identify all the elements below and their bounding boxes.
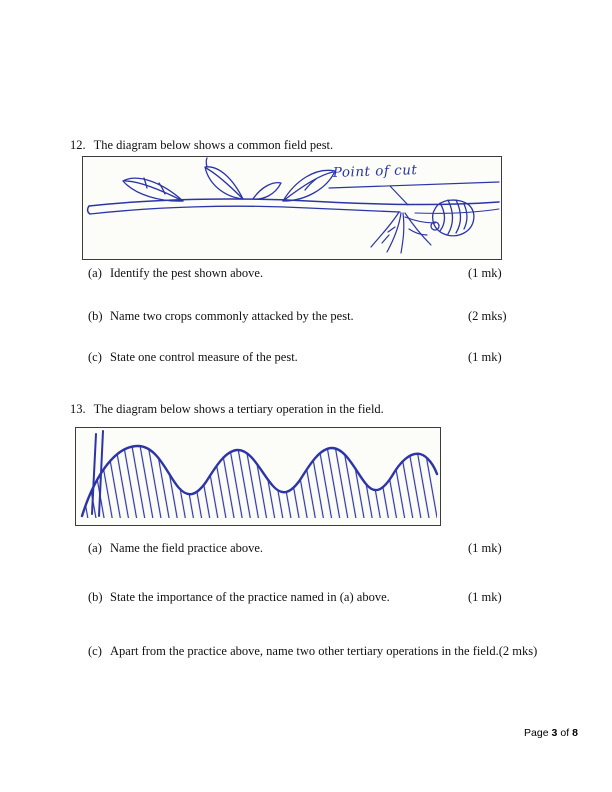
stem — [88, 199, 499, 214]
part-marks: (1 mk) — [468, 266, 502, 280]
question-13-part-a — [88, 541, 568, 556]
part-label: (b) — [88, 590, 103, 604]
part-text: State one control measure of the pest. — [110, 350, 298, 364]
point-of-cut-arrow — [329, 182, 499, 205]
part-text: Name two crops commonly attacked by the pest. — [110, 309, 354, 323]
part-marks: (2 mks) — [468, 309, 507, 323]
point-of-cut-label: Point of cut — [332, 162, 418, 181]
part-label: (a) — [88, 266, 102, 280]
cutworm — [431, 200, 474, 236]
part-label: (c) — [88, 644, 102, 658]
part-marks: (1 mk) — [468, 541, 502, 555]
part-text: Apart from the practice above, name two other tertiary operations in the field. — [110, 644, 499, 658]
part-marks: (2 mks) — [498, 644, 538, 658]
question-13-part-c — [88, 644, 568, 659]
question-13-number: 13. — [70, 402, 86, 416]
question-12-part-a — [88, 266, 568, 281]
page-footer — [524, 727, 578, 739]
pest-diagram — [82, 156, 502, 260]
part-text: State the importance of the practice named in (a) above. — [110, 590, 390, 604]
part-marks: (1 mk) — [468, 590, 502, 604]
part-text: Identify the pest shown above. — [110, 266, 264, 280]
footer-of-word: of — [560, 727, 570, 739]
part-label: (c) — [88, 350, 102, 364]
question-13-intro: The diagram below shows a tertiary operation in the field. — [93, 402, 384, 416]
question-12-number: 12. — [70, 138, 86, 152]
ridge-hatching — [82, 446, 437, 518]
ridging-diagram-drawing — [76, 428, 441, 526]
question-13-part-b — [88, 590, 568, 605]
question-12-part-c — [88, 350, 568, 365]
part-label: (b) — [88, 309, 103, 323]
question-12-intro: The diagram below shows a common field pest. — [93, 138, 334, 152]
roots — [371, 212, 435, 253]
footer-page-word: Page — [524, 727, 549, 739]
part-label: (a) — [88, 541, 102, 555]
part-text: Name the field practice above. — [110, 541, 264, 555]
question-12-heading — [70, 138, 333, 153]
part-marks: (1 mk) — [468, 350, 502, 364]
question-13-heading — [70, 402, 384, 417]
ridging-diagram — [75, 427, 441, 526]
leaves — [123, 158, 335, 201]
question-12-part-b — [88, 309, 568, 324]
footer-total-pages: 8 — [572, 727, 578, 739]
footer-page-number: 3 — [551, 727, 558, 739]
pest-diagram-drawing — [83, 157, 502, 260]
